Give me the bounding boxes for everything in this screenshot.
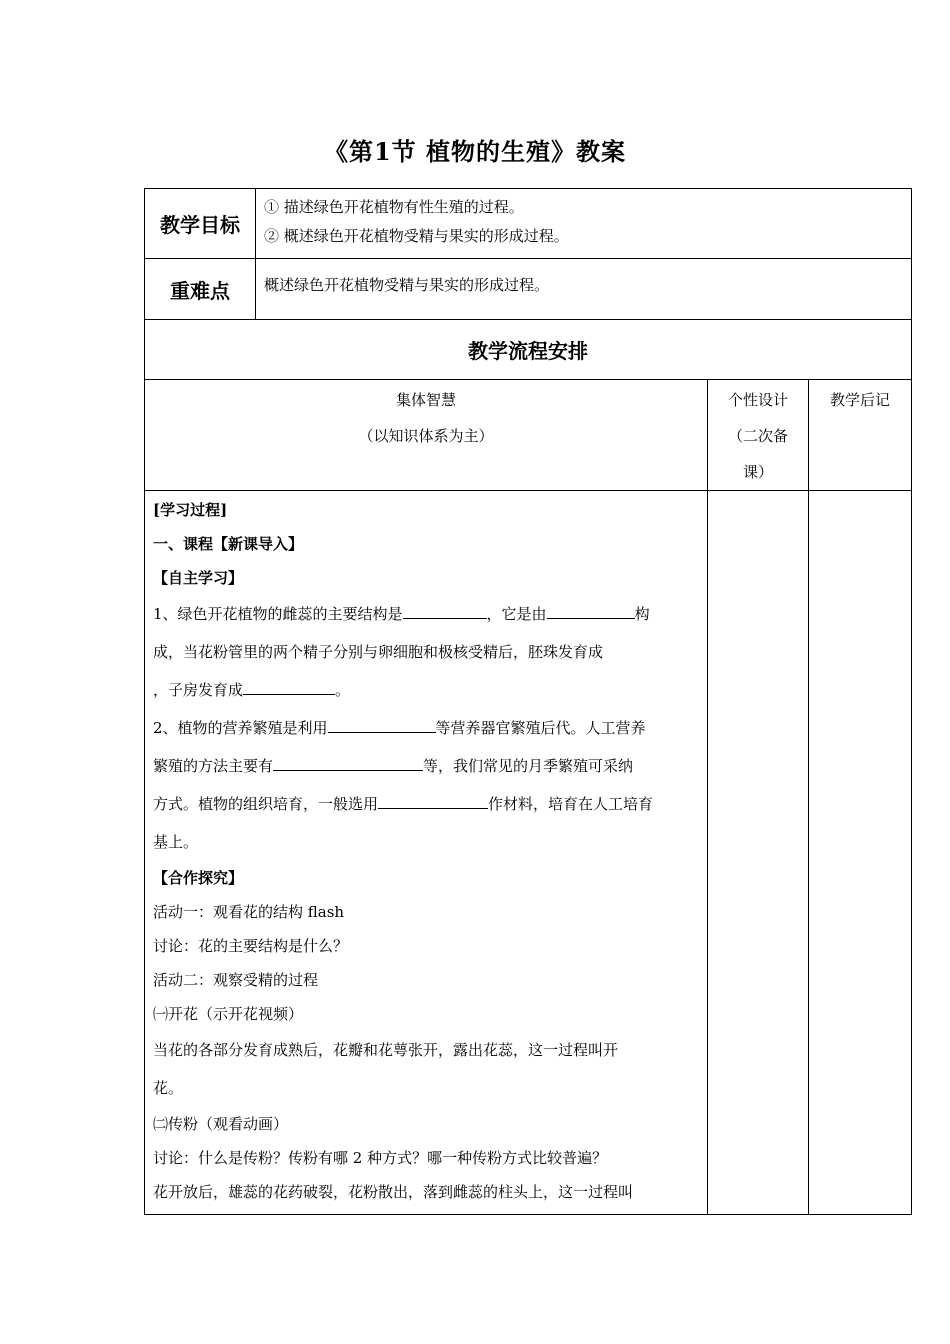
personal-design-line: 个性设计	[727, 391, 788, 409]
question-2-line-4: 基上。	[153, 833, 199, 851]
reflection-content	[809, 491, 912, 1215]
part-1-text: 当花的各部分发育成熟后，花瓣和花萼张开，露出花蕊，这一过程叫开	[153, 1041, 619, 1059]
question-1-line-1: 1、绿色开花植物的雌蕊的主要结构是 ，它是由 构	[153, 595, 699, 633]
part-2-text: 花开放后，雄蕊的花药破裂，花粉散出，落到雌蕊的柱头上，这一过程叫	[153, 1183, 634, 1201]
discussion-2: 讨论：什么是传粉？传粉有哪 2 种方式？哪一种传粉方式比较普遍？	[153, 1149, 608, 1167]
fill-blank	[243, 676, 335, 695]
process-heading: [学习过程]	[153, 501, 228, 519]
fill-blank	[328, 714, 436, 733]
column-header-row	[145, 380, 912, 491]
fill-blank	[547, 600, 635, 619]
flow-heading: 教学流程安排	[145, 320, 912, 380]
reflection-header: 教学后记	[809, 380, 912, 491]
question-2-line-3: 方式。植物的组织培育，一般选用 作材料，培育在人工培育	[153, 785, 699, 823]
activity-1: 活动一：观看花的结构 flash	[153, 903, 345, 921]
personal-design-header	[708, 380, 809, 491]
fill-blank	[403, 600, 487, 619]
collective-subtitle: （以知识体系为主）	[358, 427, 494, 445]
discussion-1: 讨论：花的主要结构是什么？	[153, 937, 349, 955]
lesson-plan-table	[144, 188, 912, 1215]
question-2-line-1: 2、植物的营养繁殖是利用 等营养器官繁殖后代。人工营养	[153, 709, 699, 747]
collective-content	[145, 491, 708, 1215]
cooperation-heading: 【合作探究】	[153, 869, 244, 887]
collective-header	[145, 380, 708, 491]
question-2-line-2: 繁殖的方法主要有 等，我们常见的月季繁殖可采纳	[153, 747, 699, 785]
objective-item: ① 描述绿色开花植物有性生殖的过程。	[264, 198, 524, 216]
objectives-label: 教学目标	[145, 189, 256, 259]
part-1-heading: ㈠开花（示开花视频）	[153, 1005, 304, 1023]
activity-2: 活动二：观察受精的过程	[153, 971, 319, 989]
objective-item: ② 概述绿色开花植物受精与果实的形成过程。	[264, 227, 569, 245]
content-row	[145, 491, 912, 1215]
personal-design-line: （二次备	[727, 427, 788, 445]
self-study-heading: 【自主学习】	[153, 569, 244, 587]
personal-design-content	[708, 491, 809, 1215]
fill-blank	[273, 752, 423, 771]
section-heading: 一、课程【新课导入】	[153, 535, 304, 553]
flow-heading-row	[145, 320, 912, 380]
part-2-heading: ㈡传粉（观看动画）	[153, 1115, 289, 1133]
key-points-row	[145, 259, 912, 320]
question-1-line-3: ，子房发育成 。	[153, 671, 699, 709]
question-1-line-2: 成，当花粉管里的两个精子分别与卵细胞和极核受精后，胚珠发育成	[153, 643, 604, 661]
part-1-text: 花。	[153, 1079, 184, 1097]
objectives-row	[145, 189, 912, 259]
key-points-content: 概述绿色开花植物受精与果实的形成过程。	[256, 259, 912, 320]
fill-blank	[378, 790, 488, 809]
key-points-label: 重难点	[145, 259, 256, 320]
objectives-content	[256, 189, 912, 259]
collective-title: 集体智慧	[395, 391, 456, 409]
personal-design-line: 课）	[742, 463, 773, 481]
page-title: 《第1节 植物的生殖》教案	[323, 137, 627, 166]
